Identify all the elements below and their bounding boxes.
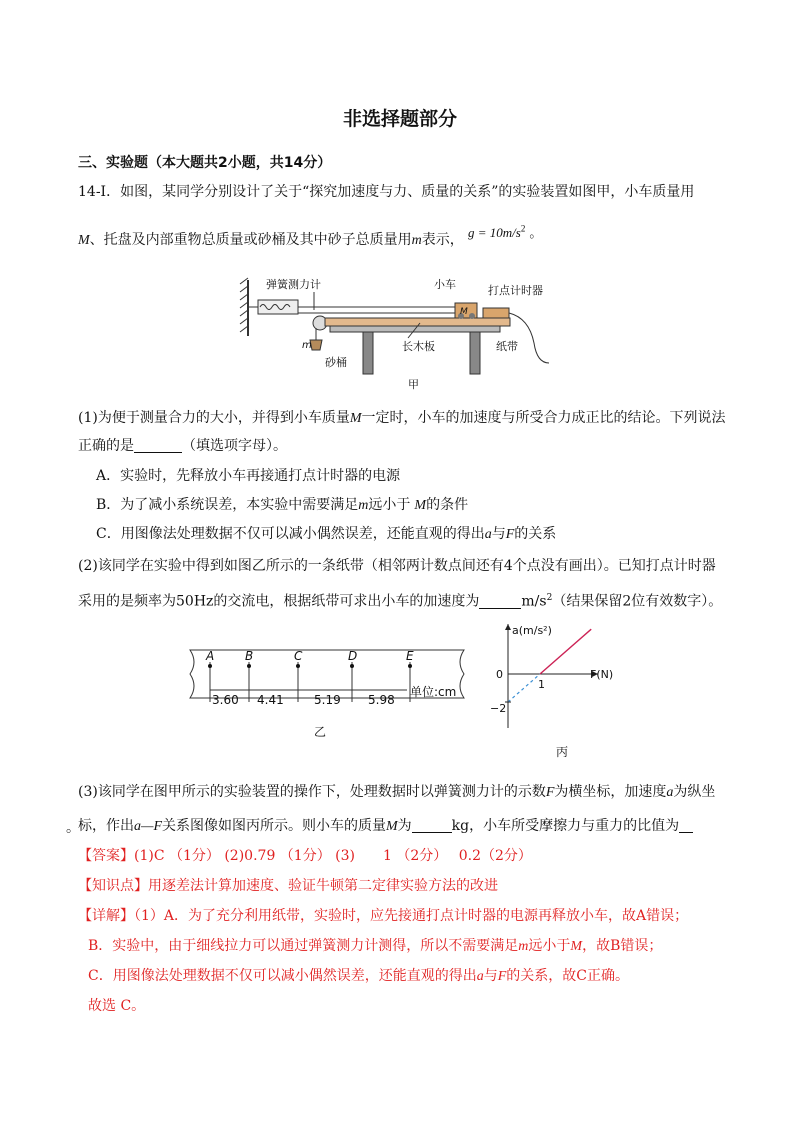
detail-line4: 故选 C。 — [88, 998, 146, 1014]
answer-blank-3[interactable] — [412, 818, 452, 833]
var-m: m — [358, 498, 369, 513]
detail-line1 — [78, 906, 688, 926]
page-title: 非选择题部分 — [342, 108, 457, 130]
wall — [240, 278, 248, 336]
y-tick-label: −2 — [490, 702, 507, 715]
var-a: a — [476, 969, 484, 984]
count-point-dot — [247, 664, 251, 668]
knowledge-label: 【知识点】 — [78, 878, 148, 894]
var-M: M — [78, 233, 90, 248]
answer-blank-4[interactable] — [679, 818, 693, 833]
figure-bing-caption: 丙 — [556, 745, 569, 759]
q1-text: 一定时，小车的加速度与所受合力成正比的结论。下列说法 — [361, 410, 726, 426]
var-a: a — [484, 527, 492, 542]
q3-text: (3)该同学在图甲所示的实验装置的操作下，处理数据时以弹簧测力计的示数 — [78, 784, 546, 800]
var-F: F — [545, 785, 555, 800]
segment-label: 3.60 — [212, 693, 239, 707]
option-text: 与 — [491, 526, 506, 542]
q3-text: 为纵坐 — [673, 784, 716, 800]
y-axis-label: a(m/s²) — [512, 624, 552, 637]
detail-text: （1）A．为了充分利用纸带，实验时，应先接通打点计时器的电源再释放小车，故A错误； — [134, 908, 689, 924]
option-b — [96, 495, 468, 516]
option-text: B．为了减小系统误差，本实验中需要满足 — [96, 497, 359, 513]
m-label: m — [302, 340, 312, 351]
detail-line2 — [88, 936, 662, 957]
answer-text: (1)C （1分） (2)0.79 （1分） (3) 1 （2分） 0.2（2分） — [134, 848, 532, 864]
unit-label: 单位:cm — [410, 685, 457, 699]
q14-intro-line1: 14-Ⅰ．如图，某同学分别设计了关于“探究加速度与力、质量的关系”的实验装置如图甲，小车质量用 — [78, 184, 695, 200]
q2-line1: (2)该同学在实验中得到如图乙所示的一条纸带（相邻两计数点间还有4个点没有画出）。已知打点计时器 — [78, 558, 716, 574]
var-M: M — [414, 498, 427, 513]
q3-text: 关系图像如图丙所示。则小车的质量 — [162, 818, 386, 834]
segment-label: 5.98 — [368, 693, 395, 707]
option-a: A．实验时，先释放小车再接通打点计时器的电源 — [96, 468, 401, 484]
answer-line — [78, 846, 532, 866]
option-text: 的条件 — [426, 497, 469, 513]
q1-text: (1)为便于测量合力的大小，并得到小车质量 — [78, 410, 350, 426]
option-text: 的关系 — [514, 526, 557, 542]
figure-jia-apparatus — [230, 268, 560, 398]
unit: m/s — [521, 593, 547, 610]
q3-text: 为 — [397, 818, 412, 834]
var-M: M — [570, 939, 583, 954]
g-formula — [468, 222, 542, 241]
var-M: M — [386, 819, 398, 834]
count-point-label: D — [348, 649, 358, 663]
var-F: F — [505, 527, 515, 542]
count-point-dot — [350, 664, 354, 668]
car-m-label: M — [460, 307, 468, 317]
q3-text: 为横坐标，加速度 — [554, 784, 667, 800]
figure-jia-caption: 甲 — [408, 378, 419, 391]
figure-yi-caption: 乙 — [314, 725, 327, 739]
var-aF: a—F — [134, 819, 162, 834]
sand-bucket — [310, 340, 322, 350]
detail-label: 【详解】 — [78, 908, 134, 924]
count-point-dot — [296, 664, 300, 668]
q3-line2 — [78, 816, 693, 837]
x-axis-label: F(N) — [590, 668, 614, 681]
unit-exp: 2 — [546, 593, 553, 603]
count-point-dot — [408, 664, 412, 668]
q1-text: （填选项字母）。 — [182, 438, 287, 454]
q2-text: （结果保留2位有效数字）。 — [552, 593, 723, 610]
detail-text: B．实验中，由于细线拉力可以通过弹簧测力计测得，所以不需要满足 — [88, 938, 519, 954]
car-label: 小车 — [434, 278, 456, 291]
extrapolated-line — [508, 674, 540, 702]
board-label: 长木板 — [402, 340, 435, 353]
detail-text: ，故B错误； — [582, 938, 663, 954]
count-point-label: C — [294, 649, 303, 663]
count-point-label: A — [206, 649, 215, 663]
q1-line1 — [78, 408, 726, 429]
detail-line3 — [88, 966, 629, 987]
q2-line2 — [78, 588, 722, 612]
count-point-label: B — [245, 649, 254, 663]
q3-line1 — [78, 782, 715, 803]
var-a: a — [666, 785, 674, 800]
bucket-label: 砂桶 — [325, 356, 347, 369]
option-text: C．用图像法处理数据不仅可以减小偶然误差，还能直观的得出 — [96, 526, 485, 542]
segment-label: 4.41 — [257, 693, 284, 707]
option-c — [96, 524, 556, 545]
g-formula-text: g = 10m/s — [468, 225, 521, 240]
tape-label: 纸带 — [496, 340, 518, 353]
knowledge-text: 用逐差法计算加速度、验证牛顿第二定律实验方法的改进 — [148, 878, 498, 894]
var-M: M — [349, 411, 362, 426]
origin-label: 0 — [496, 668, 503, 681]
detail-text: 与 — [483, 968, 498, 984]
q2-text: 采用的是频率为50Hz的交流电，根据纸带可求出小车的加速度为 — [78, 593, 480, 610]
section-heading: 三、实验题（本大题共2小题，共14分） — [78, 155, 332, 171]
var-m: m — [518, 939, 529, 954]
segment-label: 5.19 — [314, 693, 341, 707]
q3-text: 标，作出 — [78, 818, 134, 834]
figure-bing-graph — [486, 616, 626, 766]
q1-text: 正确的是 — [78, 438, 134, 454]
q1-line2 — [78, 436, 287, 456]
figure-yi-tape — [182, 640, 472, 740]
timer — [483, 308, 509, 318]
answer-blank-2[interactable] — [479, 594, 521, 609]
intro-text: 、托盘及内部重物总质量或砂桶及其中砂子总质量用 — [89, 232, 412, 248]
detail-text: 远小于 — [528, 938, 571, 954]
count-point-label: E — [406, 649, 414, 663]
detail-text: 的关系，故C正确。 — [506, 968, 629, 984]
spring-label: 弹簧测力计 — [266, 278, 321, 291]
count-point-dot — [208, 664, 212, 668]
x-tick-label: 1 — [538, 678, 545, 691]
long-board — [325, 318, 510, 326]
q14-intro-line2 — [78, 230, 464, 251]
table-leg-right — [470, 332, 480, 374]
var-m: m — [411, 233, 422, 248]
q3-line3: 。 — [66, 820, 80, 836]
var-F: F — [497, 969, 507, 984]
q3-text: kg，小车所受摩擦力与重力的比值为 — [451, 818, 680, 834]
knowledge-line — [78, 876, 498, 896]
detail-text: C．用图像法处理数据不仅可以减小偶然误差，还能直观的得出 — [88, 968, 477, 984]
option-text: 远小于 — [368, 497, 411, 513]
timer-label: 打点计时器 — [488, 284, 543, 297]
answer-blank-1[interactable] — [134, 438, 182, 453]
intro-text: 表示， — [421, 232, 464, 248]
answer-label: 【答案】 — [78, 848, 134, 864]
g-exp: 2 — [520, 223, 526, 234]
g-period: 。 — [529, 225, 543, 240]
table-leg-left — [363, 332, 373, 374]
paper-tape — [509, 313, 549, 363]
